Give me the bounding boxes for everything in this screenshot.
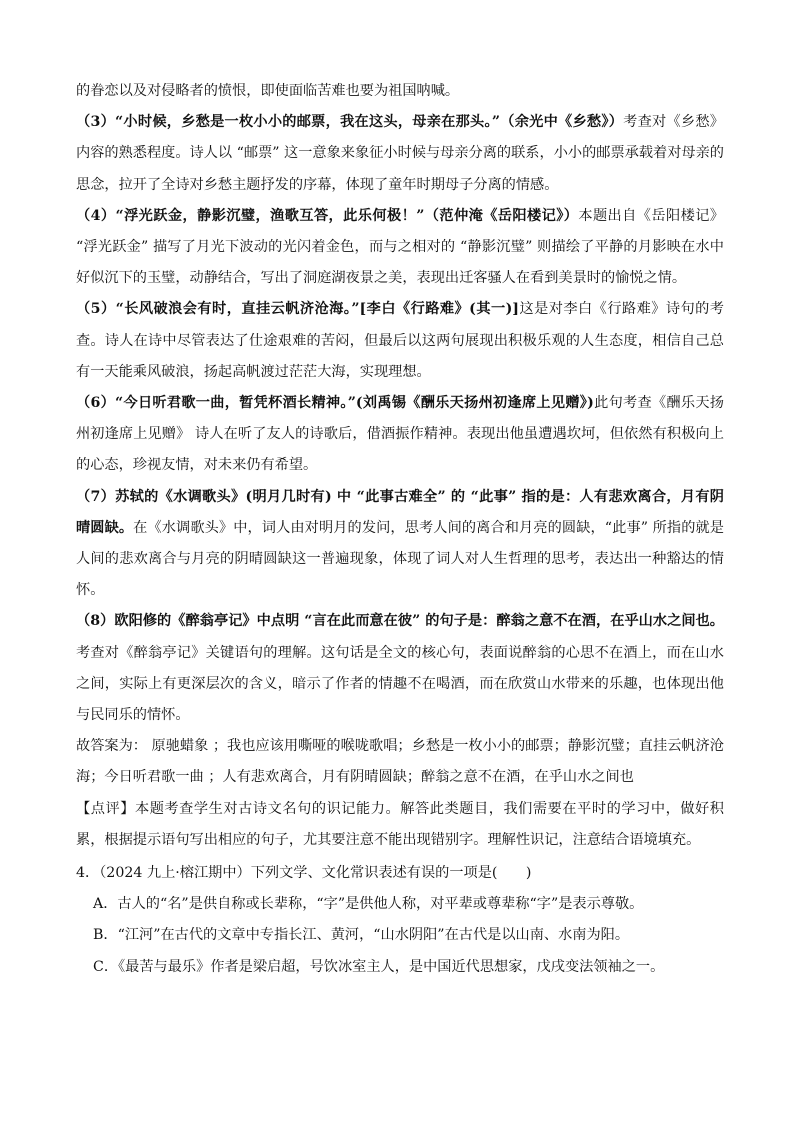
item-5-quote: （5）“长风破浪会有时，直挂云帆济沧海。”[李白《行路难》(其一)]: [76, 301, 520, 318]
item-3-explanation: 考查对《乡愁》内容的熟悉程度。诗人以 “邮票” 这一意象来象征小时候与母亲分离的联系，小小的邮票承载着对母亲的思念，拉开了全诗对乡愁主题抒发的序幕，体现了童年时期母子分离的情感。: [76, 114, 724, 193]
item-7-quote: （7）苏轼的《水调歌头》(明月几时有) 中 “此事古难全” 的 “此事” 指的是：人有悲欢离合，月有阴晴圆缺。: [76, 488, 724, 536]
item-6-explanation: 此句考查《酬乐天扬州初逢席上见赠》 诗人在听了友人的诗歌后，借酒振作精神。表现出他虽遭遇坎坷，但依然有积极向上的心态，珍视友情，对未来仍有希望。: [76, 395, 724, 474]
item-4-quote: （4）“浮光跃金，静影沉璧，渔歌互答，此乐何极！”（范仲淹《岳阳楼记》）: [76, 207, 579, 224]
answer-paragraph: 故答案为： 原驰蜡象 ；我也应该用嘶哑的喉咙歌唱；乡愁是一枚小小的邮票；静影沉璧；直挂云帆济沧海；今日听君歌一曲 ；人有悲欢离合，月有阴晴圆缺；醉翁之意不在酒，在乎山水之间也: [76, 738, 724, 786]
item-7-explanation: 在《水调歌头》中，词人由对明月的发问，思考人间的离合和月亮的圆缺，“此事” 所指的就是人间的悲欢离合与月亮的阴晴圆缺这一普遍现象，体现了词人对人生哲理的思考，表达出一种豁达的情怀。: [76, 519, 724, 599]
item-8-quote: （8）欧阳修的《醉翁亭记》中点明 “言在此而意在彼” 的句子是：醉翁之意不在酒，在乎山水之间也。: [76, 613, 724, 630]
item-6-quote: （6）“今日听君歌一曲，暂凭杯酒长精神。”(刘禹锡《酬乐天扬州初逢席上见赠》): [76, 395, 594, 412]
item-8-explanation: 考查对《醉翁亭记》关键语句的理解。这句话是全文的核心句，表面说醉翁的心思不在酒上，而在山水之间，实际上有更深层次的含义，暗示了作者的情趣不在喝酒，而在欣赏山水带来的乐趣，也体现出他与民同乐的情怀。: [76, 644, 724, 724]
item-4: [76, 201, 724, 295]
item-3: [76, 107, 724, 201]
item-5-explanation: 这是对李白《行路难》诗句的考查。诗人在诗中尽管表达了仕途艰难的苦闷，但最后以这两句展现出积极乐观的人生态度，相信自己总有一天能乘风破浪，扬起高帆渡过茫茫大海，实现理想。: [76, 301, 724, 380]
document-page: [76, 76, 724, 983]
question-4-option-b: B．“江河”在古代的文章中专指长江、黄河，“山水阴阳”在古代是以山南、水南为阳。: [93, 927, 630, 944]
comment-paragraph: 【点评】本题考查学生对古诗文名句的识记能力。解答此类题目，我们需要在平时的学习中，做好积累，根据提示语句写出相应的句子，尤其要注意不能出现错别字。理解性识记，注意结合语境填充。: [76, 800, 724, 848]
question-4-option-c: C．《最苦与最乐》作者是梁启超，号饮冰室主人，是中国近代思想家，戊戌变法领袖之一。: [93, 958, 665, 975]
item-8: [76, 606, 724, 731]
item-5: [76, 294, 724, 388]
question-4-stem: 4．（2024 九上·榕江期中）下列文学、文化常识表述有误的一项是( ): [76, 865, 532, 882]
item-6: [76, 388, 724, 482]
item-4-explanation: 本题出自《岳阳楼记》 “浮光跃金” 描写了月光下波动的光闪着金色，而与之相对的 “静影沉璧” 则描绘了平静的月影映在水中好似沉下的玉璧，动静结合，写出了洞庭湖夜景之美，表现出迁客骚人在看到美景时的愉悦之情。: [76, 207, 724, 287]
intro-paragraph: 的眷恋以及对侵略者的愤恨，即使面临苦难也要为祖国呐喊。: [76, 83, 460, 99]
item-7: [76, 482, 724, 607]
item-3-quote: （3）“小时候，乡愁是一枚小小的邮票，我在这头，母亲在那头。”（余光中《乡愁》）: [76, 114, 624, 131]
question-4-option-a: A．古人的“名”是供自称或长辈称，“字”是供他人称，对平辈或尊辈称“字”是表示尊敬。: [93, 896, 644, 913]
